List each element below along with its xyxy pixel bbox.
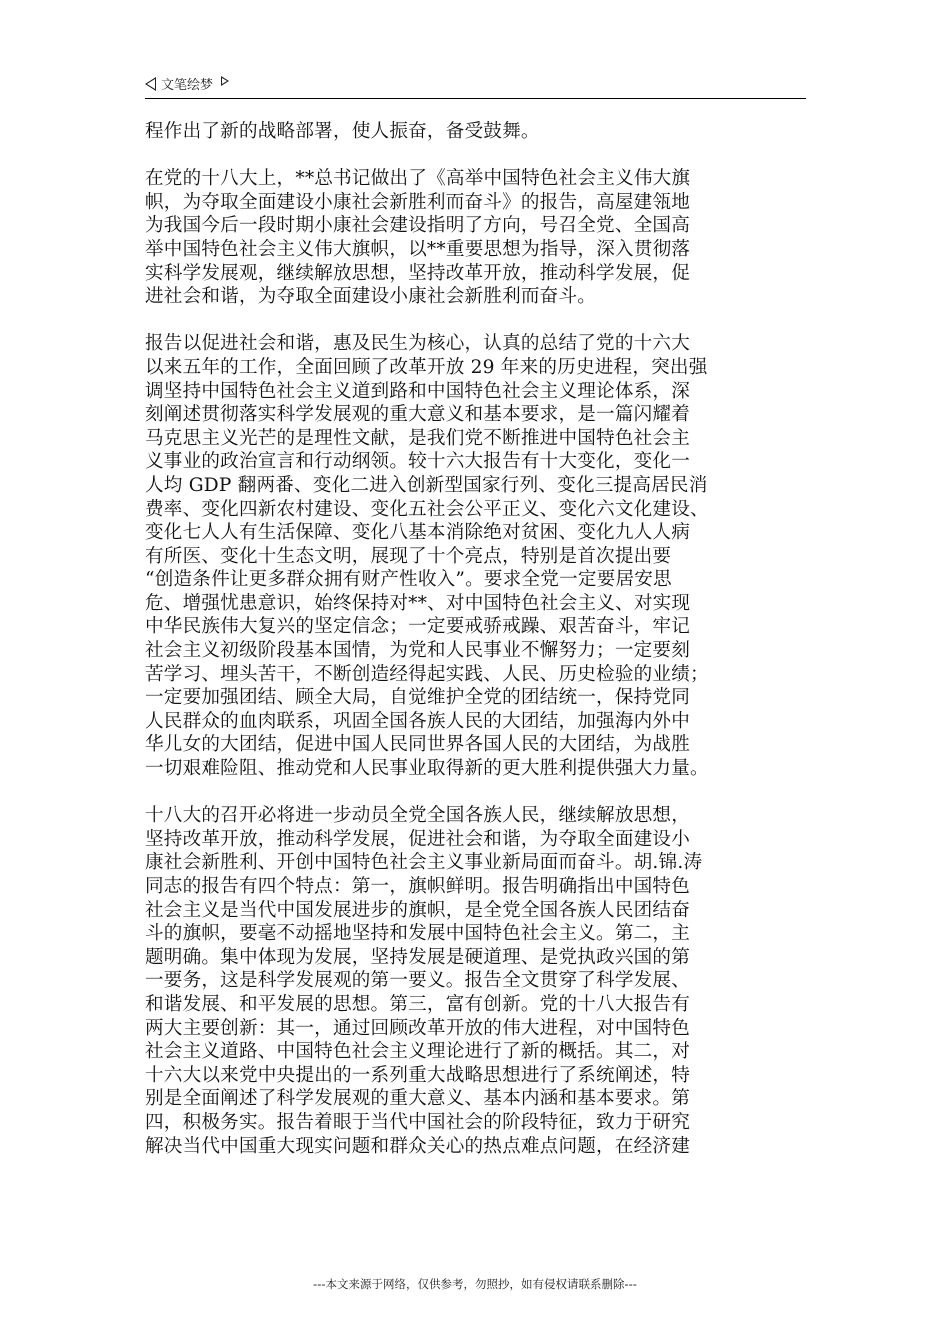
document-body: [145, 120, 810, 1182]
paragraph-2: 在党的十八大上，**总书记做出了《高举中国特色社会主义伟大旗 帜，为夺取全面建设小康社会新胜利而奋斗》的报告，高屋建瓴地 为我国今后一段时期小康社会建设指明了方向，号召全党、全国高 举中国特色社会主义伟大旗帜，以**重要思想为指导，深入贯彻落 实科学发展观，继续解放思想，坚持改革开放，推动科学发展，促 进社会和谐，为夺取全面建设小康社会新胜利而奋斗。: [145, 168, 691, 308]
paragraph-3: 报告以促进社会和谐，惠及民生为核心，认真的总结了党的十六大 以来五年的工作，全面回顾了改革开放 29 年来的历史进程，突出强 调坚持中国特色社会主义道到路和中国特色社会主义理论体系，深 刻阐述贯彻落实科学发展观的重大意义和基本要求，是一篇闪耀着 马克思主义光芒的是理性文献，是我们党不断推进中国特色社会主 义事业的政治宣言和行动纲领。较十六大报告有十大变化，变化一 人均 GDP 翻两番、变化二进入创新型国家行列、变化三提高居民消 费率、变化四新农村建设、变化五社会公平正义、变化六文化建设、 变化七人人有生活保障、变化八基本消除绝对贫困、变化九人人病 有所医、变化十生态文明，展现了十个亮点，特别是首次提出要 “创造条件让更多群众拥有财产性收入”。要求全党一定要居安思 危、增强忧患意识，始终保持对**、对中国特色社会主义、对实现 中华民族伟大复兴的坚定信念；一定要戒骄戒躁、艰苦奋斗，牢记 社会主义初级阶段基本国情，为党和人民事业不懈努力；一定要刻 苦学习、埋头苦干，不断创造经得起实践、人民、历史检验的业绩； 一定要加强团结、顾全大局，自觉维护全党的团结统一，保持党同 人民群众的血肉联系，巩固全国各族人民的大团结，加强海内外中 华儿女的大团结，促进中国人民同世界各国人民的大团结，为战胜 一切艰难险阻、推动党和人民事业取得新的更大胜利提供强大力量。: [145, 333, 709, 780]
paragraph-1: 程作出了新的战略部署，使人振奋，备受鼓舞。: [145, 121, 540, 142]
triangle-right-icon: [221, 76, 229, 86]
triangle-left-icon: [145, 77, 156, 91]
brand-name: 文笔绘梦: [161, 78, 214, 93]
paragraph-4: 十八大的召开必将进一步动员全党全国各族人民，继续解放思想， 坚持改革开放，推动科学发展，促进社会和谐，为夺取全面建设小 康社会新胜利、开创中国特色社会主义事业新局面而奋斗。胡.锦.涛 同志的报告有四个特点：第一，旗帜鲜明。报告明确指出中国特色 社会主义是当代中国发展进步的旗帜，是全党全国各族人民团结奋 斗的旗帜，要毫不动摇地坚持和发展中国特色社会主义。第二，主 题明确。集中体现为发展，坚持发展是硬道理、是党执政兴国的第 一要务，这是科学发展观的第一要义。报告全文贯穿了科学发展、 和谐发展、和平发展的思想。第三，富有创新。党的十八大报告有 两大主要创新：其一，通过回顾改革开放的伟大进程，对中国特色 社会主义道路、中国特色社会主义理论进行了新的概括。其二，对 十六大以来党中央提出的一系列重大战略思想进行了系统阐述，特 别是全面阐述了科学发展观的重大意义、基本内涵和基本要求。第 四，积极务实。报告着眼于当代中国社会的阶段特征，致力于研究 解决当代中国重大现实问题和群众关心的热点难点问题，在经济建: [145, 805, 703, 1157]
brand: [145, 74, 229, 93]
page-footer: ---本文来源于网络，仅供参考，勿照抄，如有侵权请联系删除---: [313, 1277, 637, 1291]
page-header: [145, 72, 806, 99]
